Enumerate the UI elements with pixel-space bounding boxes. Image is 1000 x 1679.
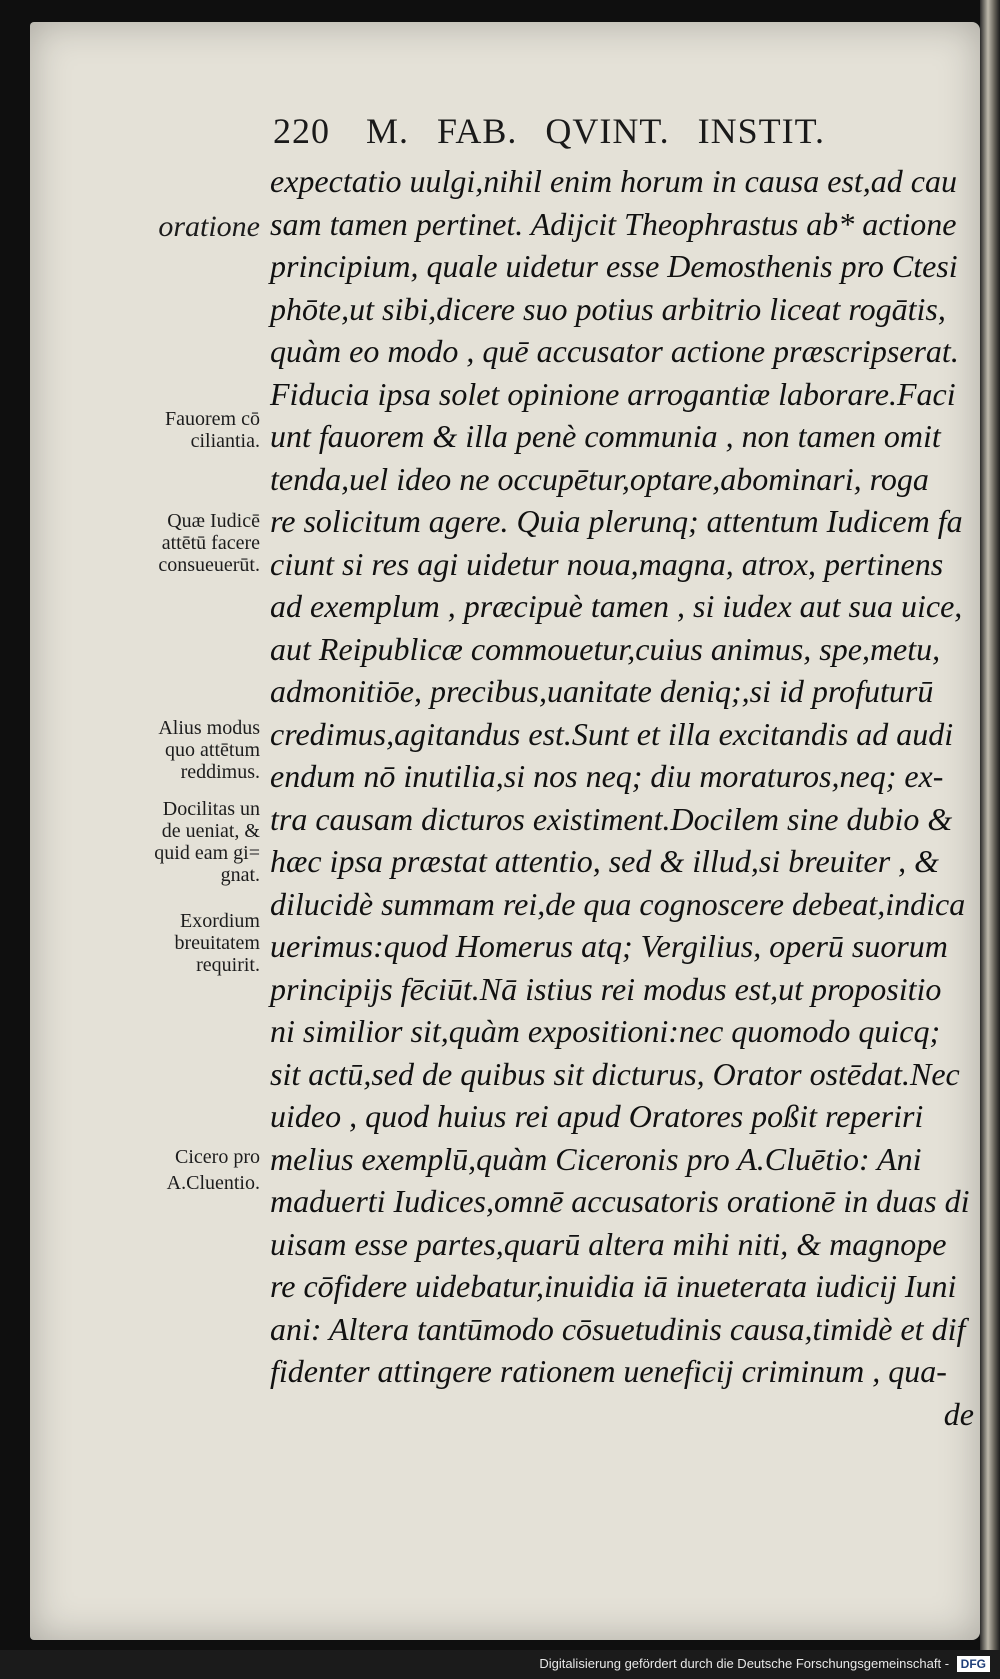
text-line: ani: Altera tantūmodo cōsuetudinis causa,timidè et dif <box>270 1310 966 1347</box>
marginal-line: Alius modus <box>158 717 260 739</box>
text-line: uisam esse partes,quarū altera mihi niti, & magnope <box>270 1225 947 1262</box>
page-edge <box>980 0 1000 1650</box>
marginal-note-exordium <box>110 910 260 976</box>
marginal-line: Docilitas un <box>162 798 260 820</box>
marginal-line: de ueniat, & <box>161 820 260 842</box>
text-line: uideo , quod huius rei apud Oratores poßit reperiri <box>270 1098 924 1134</box>
marginal-line: requirit. <box>196 954 260 976</box>
text-line: principium, quale uidetur esse Demosthenis pro Ctesi <box>270 248 958 284</box>
marginal-line: A.Cluentio. <box>166 1172 260 1194</box>
marginal-note-fauorem <box>110 408 260 452</box>
marginal-line: Quæ Iudicē <box>167 510 260 532</box>
text-line: maduerti Iudices,omnē accusatoris orationē in duas di <box>270 1183 970 1219</box>
marginal-note-docilitas <box>110 798 260 886</box>
marginal-line: oratione <box>158 210 260 243</box>
marginal-line: reddimus. <box>180 761 260 783</box>
marginal-line: quid eam gi= <box>154 842 260 864</box>
text-line: Fiducia ipsa solet opinione arrogantiæ laborare.Faci <box>270 375 956 412</box>
text-line: unt fauorem & illa penè communia , non tamen omit <box>270 418 941 454</box>
text-line: principijs fēciūt.Nā istius rei modus est,ut propositio <box>270 970 942 1007</box>
text-line: phōte,ut sibi,dicere suo potius arbitrio liceat rogātis, <box>270 290 946 327</box>
dfg-logo: DFG <box>957 1656 990 1672</box>
marginal-line: breuitatem <box>174 932 260 954</box>
marginal-line: gnat. <box>220 864 260 886</box>
running-head <box>270 110 920 154</box>
marginal-line: Cicero pro <box>175 1146 260 1168</box>
text-line: melius exemplū,quàm Ciceronis pro A.Cluētio: Ani <box>270 1140 922 1177</box>
marginal-note-quae-iudicem <box>110 510 260 576</box>
text-line: aut Reipublicæ commouetur,cuius animus, spe,metu, <box>270 630 941 667</box>
marginal-line: attētū facere <box>161 532 260 554</box>
text-line: sit actū,sed de quibus sit dicturus, Orator ostēdat.Nec <box>270 1055 960 1092</box>
page-number: 220 <box>273 111 330 151</box>
text-line: sam tamen pertinet. Adijcit Theophrastus ab* actione <box>270 205 957 242</box>
text-line: ad exemplum , præcipuè tamen , si iudex aut sua uice, <box>270 588 963 624</box>
text-line: credimus,agitandus est.Sunt et illa excitandis ad audi <box>270 715 954 752</box>
text-line: hæc ipsa præstat attentio, sed & illud,si breuiter , & <box>270 843 940 879</box>
text-line: tenda,uel ideo ne occupētur,optare,abominari, roga <box>270 460 929 497</box>
digitization-credit <box>0 1652 990 1676</box>
text-line: re solicitum agere. Quia plerunq; attentum Iudicem fa <box>270 503 963 539</box>
text-line: dilucidè summam rei,de qua cognoscere debeat,indica <box>270 885 966 922</box>
catchword: de <box>943 1395 974 1432</box>
marginal-note-oratione <box>110 210 260 244</box>
text-line: ciunt si res agi uidetur noua,magna, atrox, pertinens <box>270 545 944 582</box>
body-text <box>270 160 982 1435</box>
marginal-line: consueuerūt. <box>158 554 260 576</box>
text-line: admonitiōe, precibus,uanitate deniq;,si id profuturū <box>270 673 934 709</box>
text-line: fidenter attingere rationem ueneficij criminum , qua- <box>270 1353 947 1389</box>
credit-text: Digitalisierung gefördert durch die Deutsche Forschungsgemeinschaft - <box>539 1656 950 1671</box>
text-line: quàm eo modo , quē accusator actione præscripserat. <box>270 333 959 369</box>
text-line: ni similior sit,quàm expositioni:nec quomodo quicq; <box>270 1013 941 1049</box>
running-title: M. FAB. QVINT. INSTIT. <box>366 111 825 151</box>
marginal-line: Exordium <box>180 910 260 932</box>
text-line: endum nō inutilia,si nos neq; diu moraturos,neq; ex- <box>270 758 944 794</box>
text-line: uerimus:quod Homerus atq; Vergilius, operū suorum <box>270 928 948 964</box>
text-line: tra causam dicturos existiment.Docilem sine dubio & <box>270 800 953 837</box>
marginal-line: quo attētum <box>165 739 260 761</box>
text-line: re cōfidere uidebatur,inuidia iā inueterata iudicij Iuni <box>270 1268 957 1304</box>
marginal-line: ciliantia. <box>190 430 260 452</box>
marginal-line: Fauorem cō <box>165 408 260 430</box>
marginal-note-cicero <box>110 1144 260 1196</box>
marginal-note-alius-modus <box>110 717 260 783</box>
text-line: expectatio uulgi,nihil enim horum in causa est,ad cau <box>270 163 957 199</box>
